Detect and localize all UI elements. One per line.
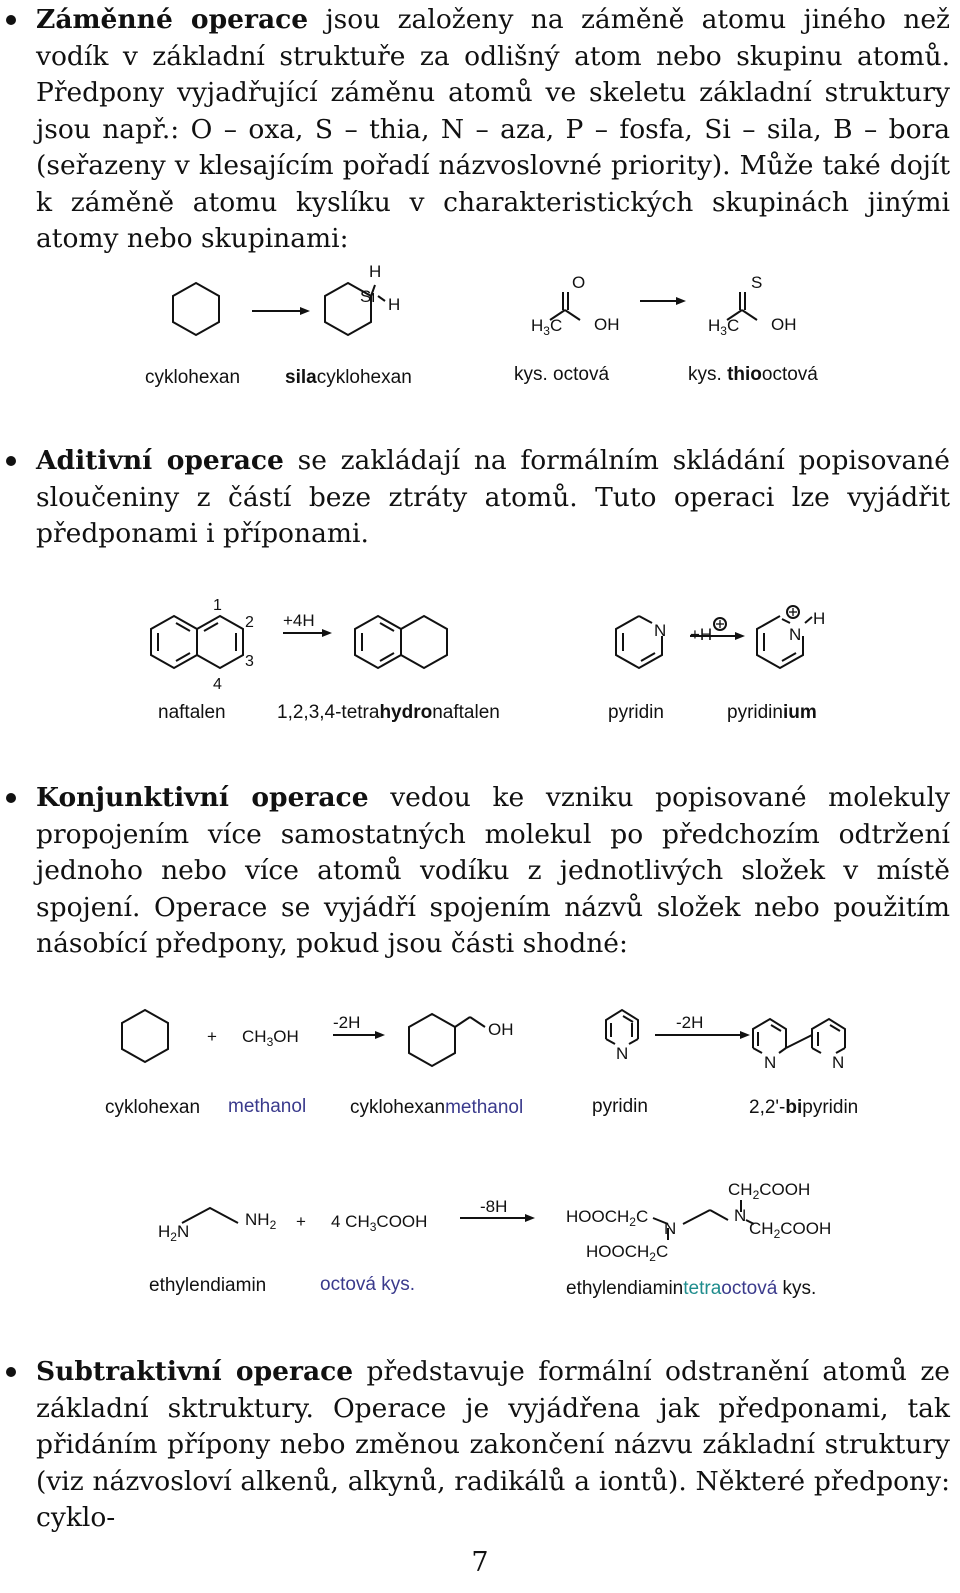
group-oh: OH — [488, 1020, 514, 1039]
label-cyklohexanmethanol: cyklohexanmethanol — [350, 1097, 524, 1118]
label-cyklohexan: cyklohexan — [105, 1097, 201, 1118]
atom-h: H — [388, 295, 401, 314]
arrow-head — [300, 307, 310, 315]
reagent-acetic-acid: 4 $CH_3COOH$ — [331, 1212, 428, 1234]
label-pyridin: pyridin — [608, 702, 664, 723]
atom-h: H — [813, 609, 826, 628]
arrow-head — [676, 297, 686, 305]
label-pyridinium: pyridinium — [727, 702, 817, 723]
label-acetic-acid: kys. octová — [514, 364, 610, 385]
term-subtraktivni: Subtraktivní operace — [36, 1356, 354, 1387]
bullet — [6, 456, 16, 466]
reagent-minus-8h: -8H — [480, 1197, 508, 1216]
paragraph-zamenne — [36, 2, 950, 258]
label-cyklohexan: cyklohexan — [145, 367, 241, 388]
locant-3: 3 — [245, 653, 254, 670]
paragraph-text: jsou založeny na záměně atomu jiného než vodík v základní struktuře za odlišný atom nebo skupinu atomů. Předpony vyjadřující záměnu atomů ve skeletu základní struktury jsou např.: O – oxa, S – thia, N – aza, P – fosfa, Si – sila, B – bora (seřazeny v klesajícím pořadí názvoslovné priority). Může také dojít k záměně atomu kyslíku v charakteristických skupinách jinými atomy nebo skupinami: — [36, 4, 950, 254]
term-aditivni: Aditivní operace — [36, 445, 284, 476]
label-pyridin: pyridin — [592, 1096, 648, 1117]
label-naftalen: naftalen — [158, 702, 226, 723]
paragraph-text: vedou ke vzniku popisované molekuly propojením více samostatných molekul po předchozím odtržení jednoho nebo více atomů vodíku z jednotlivých složek v místě spojení. Operace se vyjádří spojením názvů složek nebo použitím násobící předpony, pokud jsou části shodné: — [36, 782, 950, 959]
paragraph-aditivni — [36, 443, 950, 553]
atom-n: N — [664, 1219, 677, 1238]
arrow-head — [735, 632, 745, 640]
conjunction-scheme-1 — [0, 995, 960, 1125]
term-zamenne: Záměnné operace — [36, 4, 309, 35]
substitution-scheme — [0, 255, 960, 395]
bullet — [6, 793, 16, 803]
group-oh: OH — [771, 315, 797, 334]
term-konjunktivni: Konjunktivní operace — [36, 782, 369, 813]
bullet — [6, 15, 16, 25]
arrow-head — [375, 1031, 385, 1039]
atom-si: Si — [360, 287, 376, 306]
group-nh2: $NH_2$ — [245, 1210, 277, 1232]
group-ch2cooh: $CH_2COOH$ — [749, 1219, 832, 1241]
paragraph-text: se zakládají na formálním skládání popisované sloučeniny z částí beze ztráty atomů. Tuto operaci lze vyjádřit předponami i příponami. — [36, 445, 950, 549]
paragraph-text: představuje formální odstranění atomů ze základní sktruktury. Operace je vyjádřena jak předponami, tak přidáním přípony nebo změnou zakončení názvu základní struktury (viz názvosloví alkenů, alkynů, radikálů a iontů). Některé předpony: cyklo- — [36, 1356, 950, 1533]
paragraph-konjunktivni — [36, 780, 950, 963]
label-bipyridin: 2,2'-bipyridin — [749, 1097, 859, 1118]
label-octova-kys: octová kys. — [320, 1274, 416, 1295]
figure-conjunction-2 — [0, 1170, 960, 1305]
label-thioacetic-acid: kys. thiooctová — [688, 364, 818, 385]
reagent-minus-2h: -2H — [676, 1013, 704, 1032]
figure-substitution — [0, 255, 960, 395]
atom-n: N — [832, 1053, 845, 1072]
label-ethylendiamin: ethylendiamin — [149, 1275, 267, 1296]
group-ch2cooh: $CH_2COOH$ — [728, 1180, 811, 1202]
cyclohexane-ring — [173, 283, 219, 335]
atom-n: N — [654, 621, 667, 640]
figure-addition — [0, 590, 960, 730]
group-h3c: $H_3C$ — [531, 316, 563, 338]
atom-h: H — [369, 262, 382, 281]
bullet — [6, 1367, 16, 1377]
group-h2n: $H_2N$ — [158, 1222, 190, 1244]
group-hoocch2c: $HOOCH_2C$ — [566, 1207, 649, 1229]
page-number: 7 — [471, 1547, 489, 1578]
plus-sign: + — [207, 1027, 217, 1046]
atom-o: O — [572, 273, 586, 292]
plus-sign: + — [296, 1212, 306, 1231]
arrow-head — [740, 1031, 750, 1039]
arrow-head — [525, 1214, 535, 1222]
atom-s: S — [751, 273, 763, 292]
atom-n: N — [789, 625, 802, 644]
addition-scheme — [0, 590, 960, 730]
reagent-minus-2h: -2H — [333, 1013, 361, 1032]
label-methanol: methanol — [228, 1096, 307, 1117]
conjunction-scheme-2 — [0, 1170, 960, 1305]
locant-4: 4 — [213, 676, 222, 693]
atom-n: N — [764, 1053, 777, 1072]
locant-2: 2 — [245, 614, 254, 631]
atom-n: N — [734, 1206, 747, 1225]
atom-n: N — [616, 1044, 629, 1063]
group-hoocch2c: $HOOCH_2C$ — [586, 1242, 669, 1264]
paragraph-subtraktivni — [36, 1354, 950, 1537]
label-tetrahydronaftalen: 1,2,3,4-tetrahydronaftalen — [277, 702, 500, 723]
group-h3c: $H_3C$ — [708, 316, 740, 338]
reagent-ch3oh: $CH_3OH$ — [242, 1027, 299, 1049]
reagent-4h: +4H — [283, 611, 315, 630]
label-silacyklohexan: silacyklohexan — [285, 367, 412, 388]
figure-conjunction-1 — [0, 995, 960, 1125]
arrow-head — [322, 629, 332, 637]
reagent-h-plus: +H — [690, 625, 713, 644]
group-oh: OH — [594, 315, 620, 334]
locant-1: 1 — [213, 597, 222, 614]
label-edta: ethylendiamintetraoctová kys. — [566, 1278, 817, 1299]
